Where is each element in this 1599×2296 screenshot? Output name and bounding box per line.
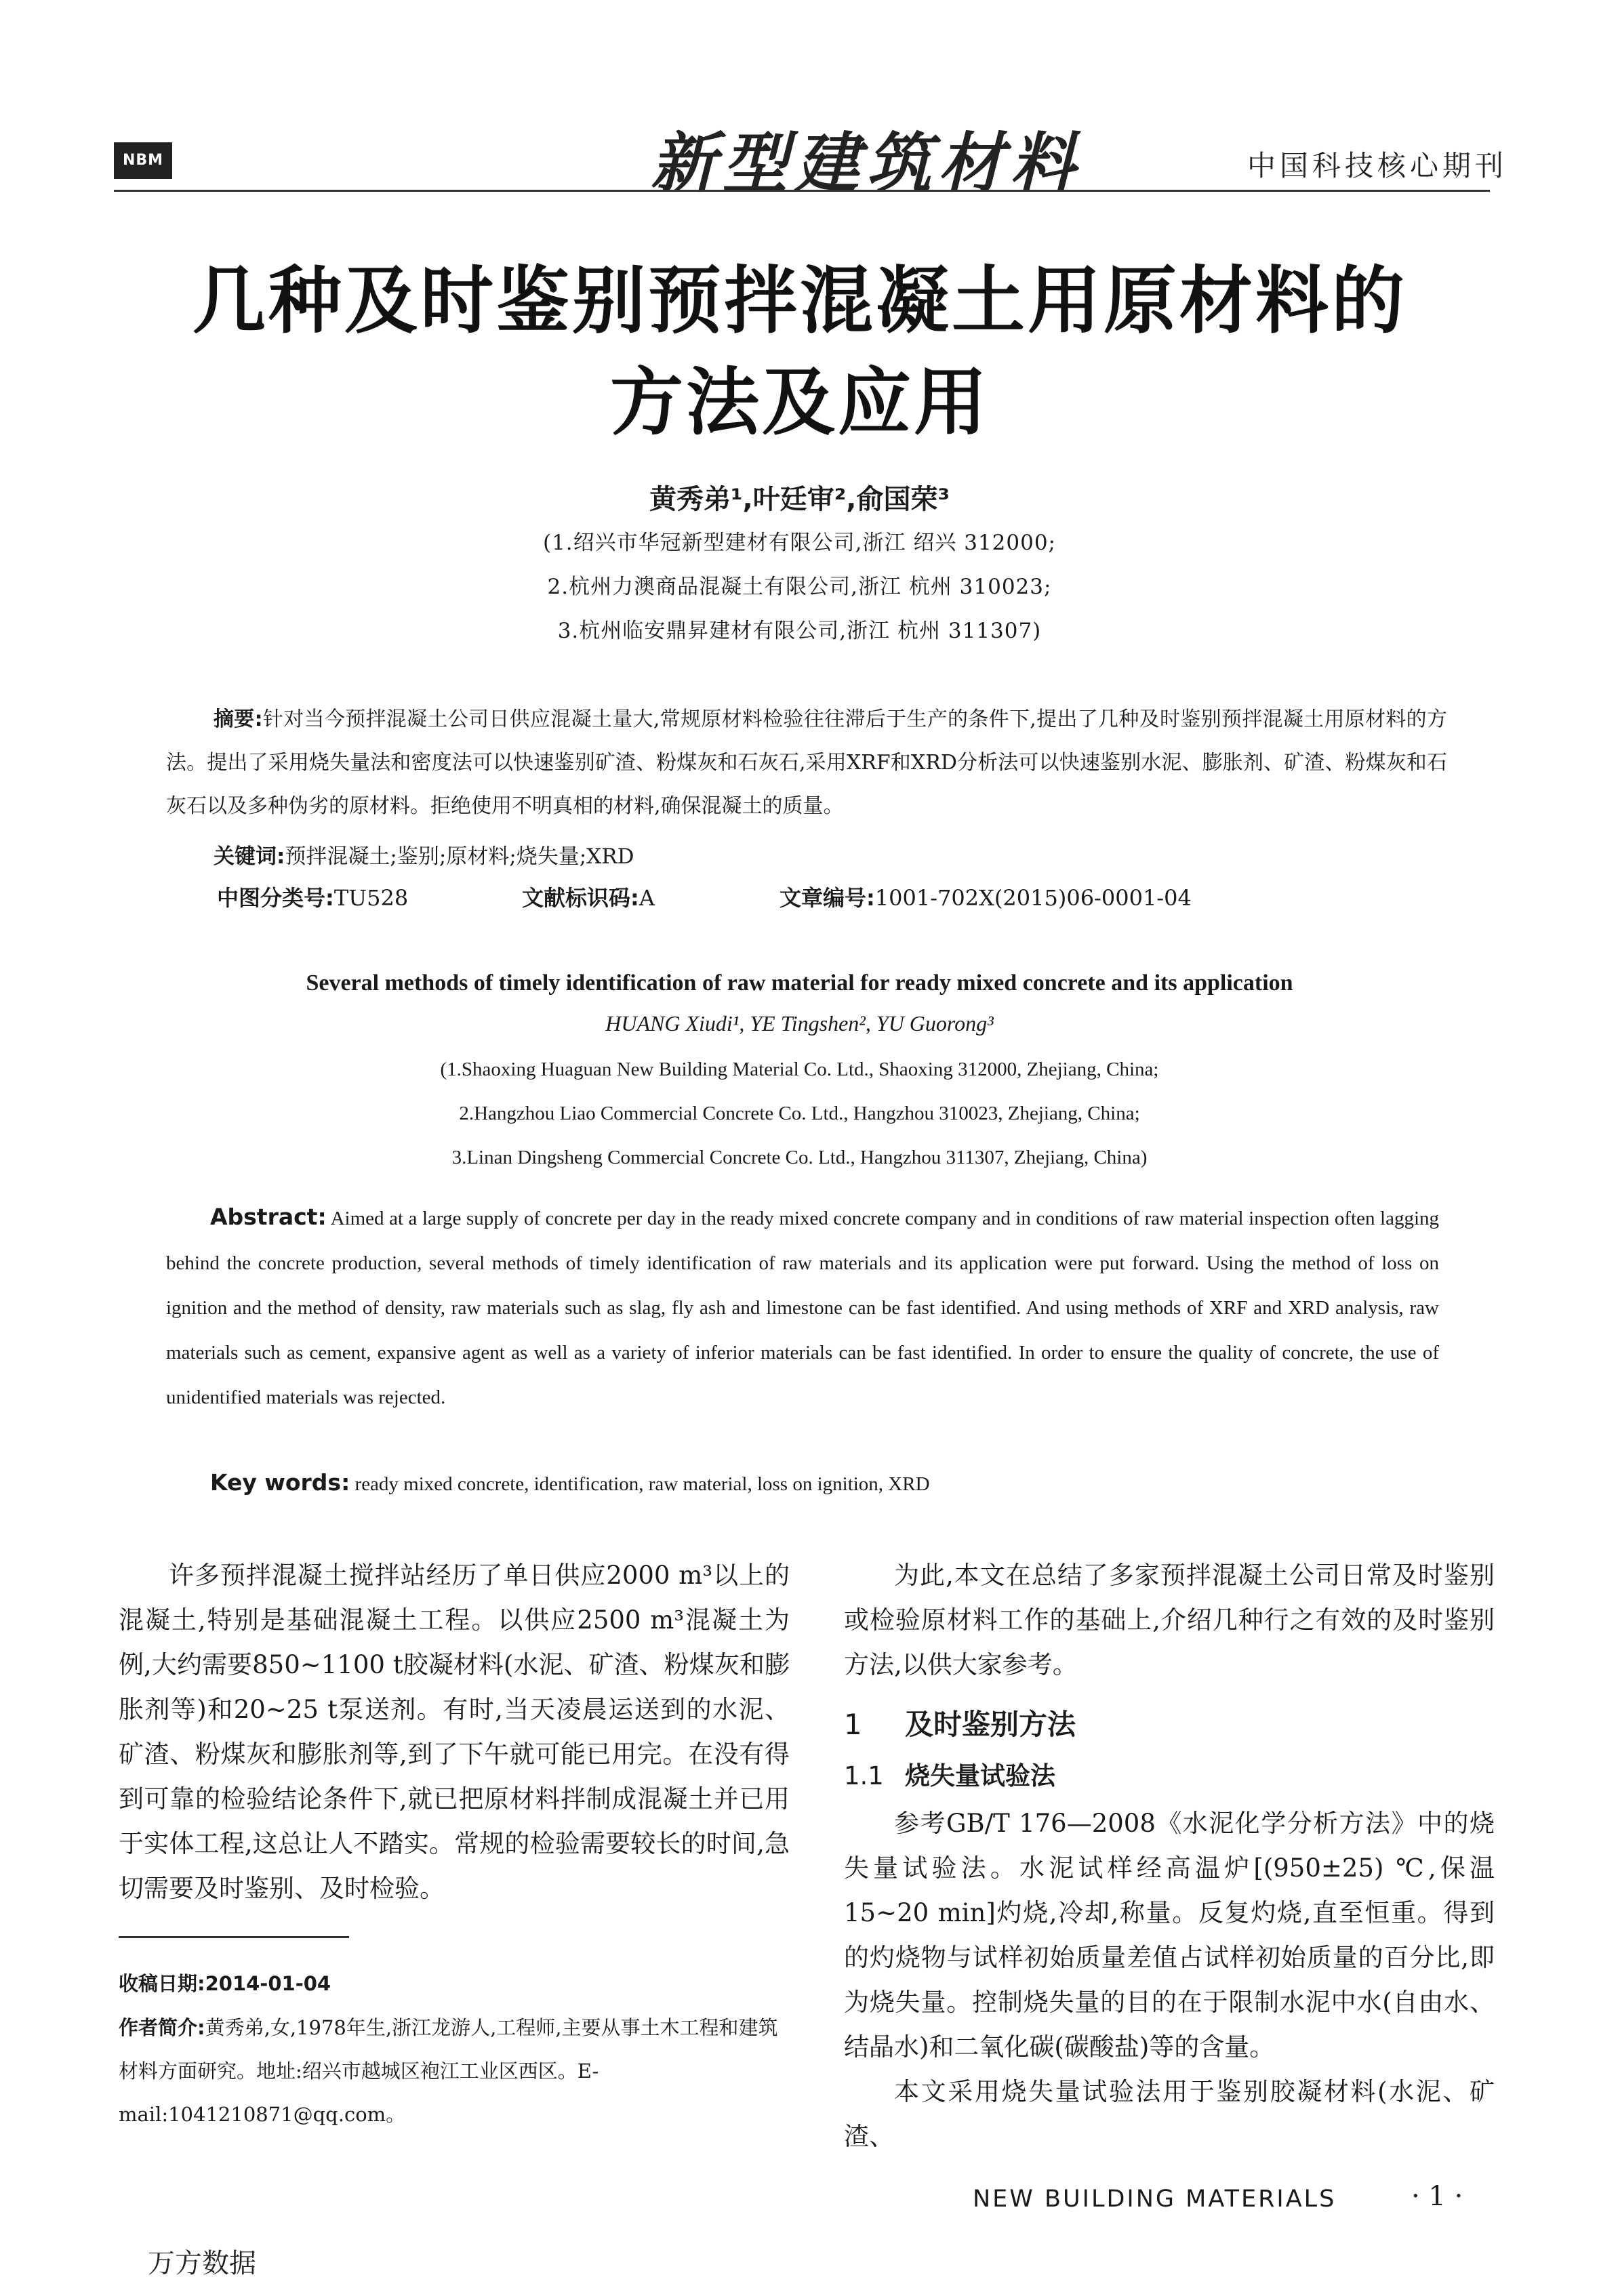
footer-journal-name: NEW BUILDING MATERIALS: [973, 2186, 1337, 2213]
english-abstract: [166, 1195, 1439, 1420]
watermark: 万方数据: [148, 2248, 256, 2279]
english-affiliation-2: 2.Hangzhou Liao Commercial Concrete Co. Ltd., Hangzhou 310023, Zhejiang, China;: [459, 1103, 1140, 1124]
clc-value: TU528: [333, 885, 409, 911]
footnote-rule: [119, 1936, 349, 1938]
section-1-1-number: 1.1: [844, 1761, 884, 1790]
body-paragraph: 本文采用烧失量试验法用于鉴别胶凝材料(水泥、矿渣、: [844, 2077, 1495, 2151]
keywords-cn-text: 预拌混凝土;鉴别;原材料;烧失量;XRD: [285, 844, 634, 869]
body-right-column: [844, 1553, 1495, 2159]
journal-name: 新型建筑材料: [651, 125, 1082, 201]
english-abstract-label: Abstract:: [210, 1204, 327, 1230]
doc-label: 文献标识码:: [522, 885, 639, 911]
affiliation-2: 2.杭州力澳商品混凝土有限公司,浙江 杭州 310023;: [547, 575, 1052, 599]
english-affiliation-1: (1.Shaoxing Huaguan New Building Material Co. Ltd., Shaoxing 312000, Zhejiang, China;: [440, 1059, 1159, 1080]
abstract-cn: [166, 698, 1447, 828]
article-value: 1001-702X(2015)06-0001-04: [874, 885, 1192, 911]
body-left-column: [119, 1553, 790, 1911]
author-bio-text: 黄秀弟,女,1978年生,浙江龙游人,工程师,主要从事土木工程和建筑材料方面研究。地址:绍兴市越城区袍江工业区西区。E-mail:1041210871@qq.com。: [119, 2016, 778, 2126]
journal-logo: NBM: [114, 142, 172, 179]
english-abstract-text: Aimed at a large supply of concrete per day in the ready mixed concrete company and in conditions of raw material inspection often lagging behind the concrete production, several methods of timely identification of raw materials and its application were put forward. Using the method of loss on ignition and the method of density, raw materials such as slag, fly ash and limestone can be fast identified. And using methods of XRF and XRD analysis, raw materials such as cement, expansive agent as well as a variety of inferior materials can be fast identified. In order to ensure the quality of concrete, the use of unidentified materials was rejected.: [166, 1208, 1439, 1408]
keywords-cn-label: 关键词:: [214, 844, 285, 869]
body-paragraph: 许多预拌混凝土搅拌站经历了单日供应2000 m³以上的混凝土,特别是基础混凝土工程。以供应2500 m³混凝土为例,大约需要850~1100 t胶凝材料(水泥、矿渣、粉煤灰和膨胀剂等)和20~25 t泵送剂。有时,当天凌晨运送到的水泥、矿渣、粉煤灰和膨胀剂等,到了下午就可能已用完。在没有得到可靠的检验结论条件下,就已把原材料拌制成混凝土并已用于实体工程,这总让人不踏实。常规的检验需要较长的时间,急切需要及时鉴别、及时检验。: [119, 1561, 790, 1903]
english-keywords-text: ready mixed concrete, identification, raw material, loss on ignition, XRD: [355, 1473, 930, 1495]
title-line-2: 方法及应用: [609, 361, 990, 445]
body-paragraph: 参考GB/T 176—2008《水泥化学分析方法》中的烧失量试验法。水泥试样经高温炉[(950±25) ℃,保温15~20 min]灼烧,冷却,称量。反复灼烧,直至恒重。得到的灼烧物与试样初始质量差值占试样初始质量的百分比,即为烧失量。控制烧失量的目的在于限制水泥中水(自由水、结晶水)和二氧化碳(碳酸盐)等的含量。: [844, 1809, 1495, 2062]
english-affiliation-3: 3.Linan Dingsheng Commercial Concrete Co. Ltd., Hangzhou 311307, Zhejiang, China): [451, 1147, 1148, 1168]
section-1-1-title: 烧失量试验法: [905, 1761, 1055, 1790]
doc-value: A: [639, 885, 655, 911]
section-1-number: 1: [844, 1708, 862, 1741]
title-line-1: 几种及时鉴别预拌混凝土用原材料的: [192, 259, 1407, 344]
page-number: · 1 ·: [1411, 2181, 1463, 2212]
paper-title: [108, 251, 1491, 454]
section-1-1-heading: [844, 1754, 1495, 1799]
section-1-title: 及时鉴别方法: [905, 1708, 1076, 1741]
abstract-cn-text: 针对当今预拌混凝土公司日供应混凝土量大,常规原材料检验往往滞后于生产的条件下,提出了几种及时鉴别预拌混凝土用原材料的方法。提出了采用烧失量法和密度法可以快速鉴别矿渣、粉煤灰和石灰石,采用XRF和XRD分析法可以快速鉴别水泥、膨胀剂、矿渣、粉煤灰和石灰石以及多种伪劣的原材料。拒绝使用不明真相的材料,确保混凝土的质量。: [166, 708, 1447, 818]
core-journal-label: 中国科技核心期刊: [1247, 149, 1508, 182]
affiliation-3: 3.杭州临安鼎昇建材有限公司,浙江 杭州 311307): [557, 619, 1042, 643]
english-authors: HUANG Xiudi¹, YE Tingshen², YU Guorong³: [605, 1011, 994, 1036]
intro-paragraph: 为此,本文在总结了多家预拌混凝土公司日常及时鉴别或检验原材料工作的基础上,介绍几种行之有效的及时鉴别方法,以供大家参考。: [844, 1561, 1495, 1679]
affiliation-1: (1.绍兴市华冠新型建材有限公司,浙江 绍兴 312000;: [542, 531, 1056, 555]
section-1-heading: [844, 1702, 1495, 1747]
header-rule: [114, 190, 1490, 192]
english-keywords-label: Key words:: [210, 1469, 350, 1496]
abstract-cn-label: 摘要:: [214, 708, 263, 731]
authors: 黄秀弟¹,叶廷审²,俞国荣³: [649, 484, 950, 515]
article-label: 文章编号:: [780, 885, 875, 911]
english-title: Several methods of timely identification of raw material for ready mixed concrete and its application: [306, 970, 1293, 996]
received-date: 收稿日期:2014-01-04: [119, 1972, 331, 1995]
classification-line: [217, 881, 1192, 912]
author-bio-label: 作者简介:: [119, 2016, 205, 2039]
english-keywords: [210, 1469, 930, 1496]
keywords-cn: [214, 839, 634, 869]
clc-label: 中图分类号:: [217, 885, 334, 911]
author-bio: [119, 2006, 790, 2136]
